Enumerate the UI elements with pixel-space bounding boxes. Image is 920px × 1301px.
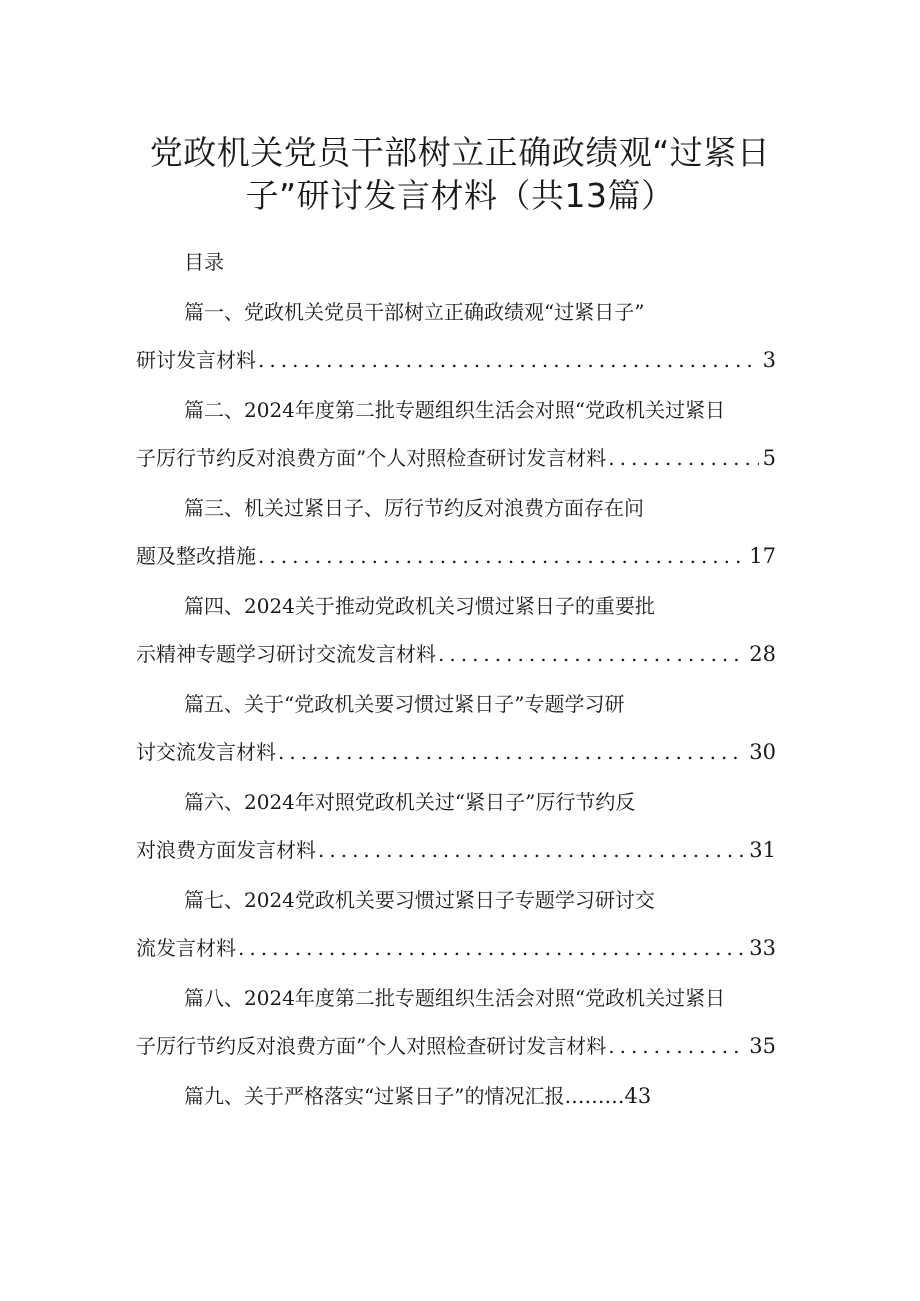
toc-leader-dots xyxy=(318,836,745,864)
toc-leader-dots xyxy=(608,1032,745,1060)
toc-page-number: 33 xyxy=(749,936,776,960)
toc-entry-3-title[interactable]: 篇三、机关过紧日子、厉行节约反对浪费方面存在问 xyxy=(184,496,644,520)
toc-entry-1-title[interactable]: 篇一、党政机关党员干部树立正确政绩观“过紧日子” xyxy=(184,300,645,324)
toc-entry-text: 子厉行节约反对浪费方面”个人对照检查研讨发言材料 xyxy=(136,446,607,470)
toc-page-number: 30 xyxy=(749,740,776,764)
toc-entry-2-title[interactable]: 篇二、2024年度第二批专题组织生活会对照“党政机关过紧日 xyxy=(184,398,726,422)
toc-page-number: 43 xyxy=(624,1084,652,1108)
toc-leader-dots xyxy=(278,738,745,766)
toc-page-number: 5 xyxy=(762,446,776,470)
toc-page-number: 35 xyxy=(749,1034,776,1058)
toc-entry-4-title[interactable]: 篇四、2024关于推动党政机关习惯过紧日子的重要批 xyxy=(184,594,655,618)
toc-heading: 目录 xyxy=(184,250,224,274)
toc-leader-dots xyxy=(238,934,745,962)
toc-entry-text: 示精神专题学习研讨交流发言材料 xyxy=(136,642,436,666)
toc-entry-7-title[interactable]: 篇七、2024党政机关要习惯过紧日子专题学习研讨交 xyxy=(184,888,655,912)
toc-leader-dots xyxy=(258,346,759,374)
toc-entry-text: 子厉行节约反对浪费方面”个人对照检查研讨发言材料 xyxy=(136,1034,607,1058)
toc-entry-6-continuation[interactable] xyxy=(136,836,776,864)
toc-entry-text: 流发言材料 xyxy=(136,936,236,960)
toc-entry-text: 研讨发言材料 xyxy=(136,348,256,372)
toc-entry-5-continuation[interactable] xyxy=(136,738,776,766)
toc-entry-2-continuation[interactable] xyxy=(136,444,776,472)
toc-leader-dots xyxy=(438,640,745,668)
document-title-line-2: 子”研讨发言材料（共13篇） xyxy=(245,176,675,215)
document-title-line-1: 党政机关党员干部树立正确政绩观“过紧日 xyxy=(149,133,771,172)
toc-entry-8-title[interactable]: 篇八、2024年度第二批专题组织生活会对照“党政机关过紧日 xyxy=(184,986,726,1010)
toc-entry-text: 对浪费方面发言材料 xyxy=(136,838,316,862)
toc-page-number: 17 xyxy=(749,544,776,568)
toc-entry-8-continuation[interactable] xyxy=(136,1032,776,1060)
toc-entry-1-continuation[interactable] xyxy=(136,346,776,374)
toc-entry-3-continuation[interactable] xyxy=(136,542,776,570)
toc-leader-dots xyxy=(608,444,758,472)
toc-entry-7-continuation[interactable] xyxy=(136,934,776,962)
toc-entry-6-title[interactable]: 篇六、2024年对照党政机关过“紧日子”厉行节约反 xyxy=(184,790,636,814)
toc-leader-dots xyxy=(258,542,745,570)
toc-page-number: 31 xyxy=(749,838,776,862)
toc-entry-4-continuation[interactable] xyxy=(136,640,776,668)
toc-page-number: 28 xyxy=(749,642,776,666)
toc-page-number: 3 xyxy=(762,348,776,372)
toc-entry-text: 讨交流发言材料 xyxy=(136,740,276,764)
toc-entry-9[interactable] xyxy=(184,1082,651,1110)
toc-entry-5-title[interactable]: 篇五、关于“党政机关要习惯过紧日子”专题学习研 xyxy=(184,692,625,716)
toc-entry-text: 篇九、关于严格落实“过紧日子”的情况汇报……… xyxy=(184,1084,625,1108)
toc-entry-text: 题及整改措施 xyxy=(136,544,256,568)
